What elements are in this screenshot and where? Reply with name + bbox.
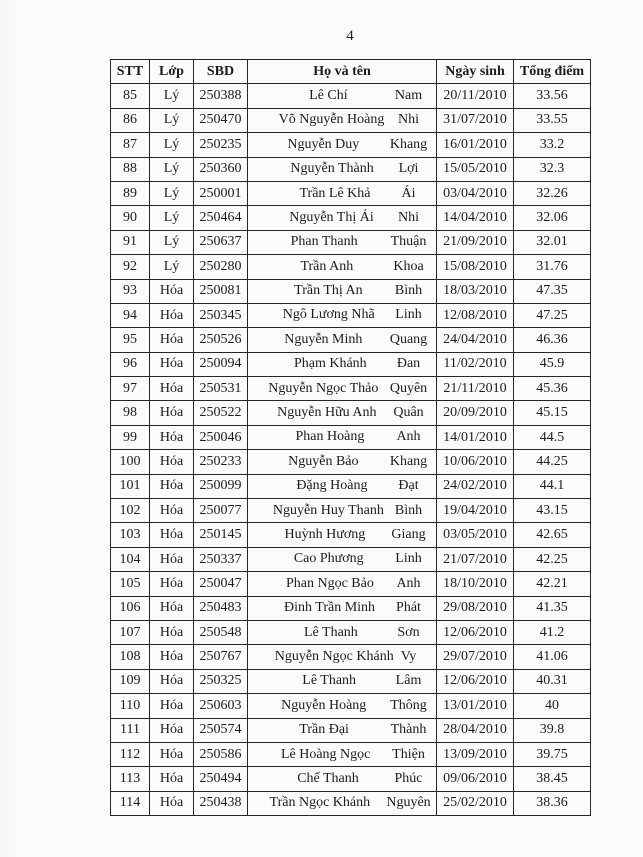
cell-stt: 93 — [111, 279, 150, 303]
cell-tong-diem: 33.55 — [514, 108, 591, 132]
cell-lop: Lý — [150, 157, 194, 181]
table-row — [111, 181, 591, 205]
cell-stt: 103 — [111, 523, 150, 547]
header-cell-sbd: SBD — [194, 60, 248, 84]
cell-tong-diem: 47.25 — [514, 303, 591, 327]
cell-lop: Hóa — [150, 352, 194, 376]
given-name: Thuận — [390, 234, 427, 250]
header-cell-lop: Lớp — [150, 60, 194, 84]
cell-lop: Hóa — [150, 303, 194, 327]
cell-tong-diem: 39.75 — [514, 742, 591, 766]
cell-stt: 90 — [111, 206, 150, 230]
given-name: Giang — [391, 527, 426, 542]
cell-sbd: 250522 — [194, 401, 248, 425]
cell-sbd: 250586 — [194, 742, 248, 766]
family-middle-name: Nguyễn Hữu Anh — [277, 405, 377, 421]
given-name: Sơn — [397, 624, 420, 640]
cell-ho-ten — [248, 767, 437, 791]
family-middle-name: Nguyễn Thành — [290, 161, 374, 177]
family-middle-name: Nguyễn Bảo — [288, 453, 359, 469]
family-middle-name: Trần Ngọc Khánh — [269, 795, 371, 811]
cell-stt: 109 — [111, 669, 150, 693]
family-middle-name: Trần Lê Khả — [299, 185, 371, 201]
cell-tong-diem: 38.45 — [514, 767, 591, 791]
cell-ho-ten — [248, 645, 437, 669]
cell-lop: Hóa — [150, 401, 194, 425]
family-middle-name: Phan Hoàng — [295, 429, 365, 445]
table-row — [111, 425, 591, 449]
given-name: Vy — [400, 648, 417, 664]
cell-tong-diem: 32.06 — [514, 206, 591, 230]
page-number: 4 — [346, 28, 354, 44]
cell-ngay-sinh: 21/07/2010 — [437, 547, 514, 571]
given-name: Đan — [396, 356, 421, 372]
cell-ngay-sinh: 29/07/2010 — [437, 645, 514, 669]
cell-lop: Hóa — [150, 669, 194, 693]
cell-stt: 101 — [111, 474, 150, 498]
cell-ho-ten — [248, 523, 437, 547]
table-row — [111, 791, 591, 815]
family-middle-name: Nguyễn Huy Thanh — [272, 502, 384, 518]
cell-ho-ten — [248, 377, 437, 401]
cell-ngay-sinh: 12/08/2010 — [437, 303, 514, 327]
cell-sbd: 250337 — [194, 547, 248, 571]
cell-stt: 97 — [111, 377, 150, 401]
family-middle-name: Phan Thanh — [290, 234, 358, 250]
cell-ho-ten — [248, 718, 437, 742]
cell-tong-diem: 42.21 — [514, 572, 591, 596]
cell-lop: Hóa — [150, 474, 194, 498]
cell-ho-ten — [248, 572, 437, 596]
cell-stt: 99 — [111, 425, 150, 449]
family-middle-name: Nguyễn Thị Ái — [289, 209, 374, 225]
cell-sbd: 250603 — [194, 694, 248, 718]
cell-tong-diem: 31.76 — [514, 255, 591, 279]
header-cell-ho-ten: Họ và tên — [248, 60, 437, 84]
cell-stt: 98 — [111, 401, 150, 425]
given-name: Thành — [390, 722, 427, 738]
cell-stt: 110 — [111, 694, 150, 718]
table-row — [111, 669, 591, 693]
cell-stt: 112 — [111, 742, 150, 766]
header-cell-tong-diem: Tổng điểm — [514, 60, 591, 84]
cell-lop: Hóa — [150, 596, 194, 620]
cell-stt: 111 — [111, 718, 150, 742]
cell-stt: 106 — [111, 596, 150, 620]
table-row — [111, 279, 591, 303]
cell-sbd: 250574 — [194, 718, 248, 742]
table-header — [111, 60, 591, 84]
given-name: Đạt — [398, 478, 419, 494]
results-table-body — [111, 84, 591, 816]
family-middle-name: Nguyễn Ngọc Khánh — [274, 648, 394, 664]
cell-lop: Hóa — [150, 425, 194, 449]
cell-tong-diem: 47.35 — [514, 279, 591, 303]
cell-lop: Hóa — [150, 645, 194, 669]
cell-ngay-sinh: 25/02/2010 — [437, 791, 514, 815]
cell-lop: Lý — [150, 108, 194, 132]
cell-ho-ten — [248, 596, 437, 620]
cell-lop: Hóa — [150, 377, 194, 401]
cell-sbd: 250325 — [194, 669, 248, 693]
cell-lop: Hóa — [150, 572, 194, 596]
cell-ho-ten — [248, 108, 437, 132]
family-middle-name: Phan Ngọc Bảo — [285, 575, 374, 591]
given-name: Quân — [393, 405, 424, 421]
cell-ho-ten — [248, 133, 437, 157]
cell-sbd: 250526 — [194, 328, 248, 352]
cell-ho-ten — [248, 401, 437, 425]
table-row — [111, 352, 591, 376]
header-row — [111, 60, 591, 84]
cell-ho-ten — [248, 181, 437, 205]
cell-ngay-sinh: 29/08/2010 — [437, 596, 514, 620]
cell-sbd: 250360 — [194, 157, 248, 181]
cell-lop: Hóa — [150, 279, 194, 303]
given-name: Bình — [394, 502, 423, 518]
given-name: Khang — [389, 453, 428, 469]
table-row — [111, 742, 591, 766]
cell-tong-diem: 44.25 — [514, 450, 591, 474]
given-name: Linh — [395, 307, 422, 323]
table-row — [111, 694, 591, 718]
cell-sbd: 250345 — [194, 303, 248, 327]
cell-tong-diem: 43.15 — [514, 499, 591, 523]
family-middle-name: Phạm Khánh — [293, 356, 367, 372]
cell-lop: Hóa — [150, 742, 194, 766]
cell-ho-ten — [248, 620, 437, 644]
family-middle-name: Võ Nguyễn Hoàng — [278, 112, 385, 128]
cell-stt: 92 — [111, 255, 150, 279]
cell-sbd: 250637 — [194, 230, 248, 254]
cell-tong-diem: 32.01 — [514, 230, 591, 254]
cell-ngay-sinh: 31/07/2010 — [437, 108, 514, 132]
cell-ho-ten — [248, 230, 437, 254]
given-name: Quyên — [389, 380, 428, 396]
cell-stt: 94 — [111, 303, 150, 327]
family-middle-name: Đặng Hoàng — [296, 478, 368, 494]
cell-lop: Hóa — [150, 547, 194, 571]
cell-stt: 89 — [111, 181, 150, 205]
cell-ngay-sinh: 18/10/2010 — [437, 572, 514, 596]
table-row — [111, 206, 591, 230]
table-row — [111, 377, 591, 401]
cell-tong-diem: 44.1 — [514, 474, 591, 498]
cell-ho-ten — [248, 352, 437, 376]
cell-sbd: 250081 — [194, 279, 248, 303]
cell-stt: 102 — [111, 499, 150, 523]
cell-sbd: 250438 — [194, 791, 248, 815]
cell-stt: 85 — [111, 84, 150, 108]
cell-ngay-sinh: 14/01/2010 — [437, 425, 514, 449]
table-row — [111, 596, 591, 620]
cell-ho-ten — [248, 474, 437, 498]
table-row — [111, 474, 591, 498]
cell-ho-ten — [248, 157, 437, 181]
cell-stt: 113 — [111, 767, 150, 791]
cell-lop: Hóa — [150, 767, 194, 791]
cell-stt: 108 — [111, 645, 150, 669]
cell-stt: 95 — [111, 328, 150, 352]
cell-ho-ten — [248, 669, 437, 693]
cell-lop: Hóa — [150, 523, 194, 547]
family-middle-name: Lê Thanh — [304, 624, 358, 640]
cell-ngay-sinh: 10/06/2010 — [437, 450, 514, 474]
cell-tong-diem: 45.36 — [514, 377, 591, 401]
family-middle-name: Nguyễn Minh — [284, 331, 363, 347]
cell-sbd: 250099 — [194, 474, 248, 498]
table-row — [111, 84, 591, 108]
cell-ngay-sinh: 15/08/2010 — [437, 255, 514, 279]
cell-sbd: 250767 — [194, 645, 248, 669]
family-middle-name: Cao Phương — [293, 551, 364, 567]
table-row — [111, 230, 591, 254]
given-name: Nhi — [398, 209, 419, 225]
given-name: Linh — [395, 551, 422, 567]
cell-ho-ten — [248, 425, 437, 449]
table-row — [111, 328, 591, 352]
cell-sbd: 250077 — [194, 499, 248, 523]
cell-stt: 87 — [111, 133, 150, 157]
given-name: Quang — [389, 331, 428, 347]
family-middle-name: Lê Thanh — [302, 673, 357, 689]
cell-ngay-sinh: 12/06/2010 — [437, 620, 514, 644]
cell-lop: Lý — [150, 133, 194, 157]
cell-ho-ten — [248, 694, 437, 718]
cell-ho-ten — [248, 279, 437, 303]
table-row — [111, 108, 591, 132]
cell-sbd: 250001 — [194, 181, 248, 205]
cell-sbd: 250464 — [194, 206, 248, 230]
cell-stt: 104 — [111, 547, 150, 571]
cell-ngay-sinh: 24/02/2010 — [437, 474, 514, 498]
cell-lop: Hóa — [150, 450, 194, 474]
cell-ngay-sinh: 16/01/2010 — [437, 133, 514, 157]
cell-ngay-sinh: 03/05/2010 — [437, 523, 514, 547]
cell-tong-diem: 40 — [514, 694, 591, 718]
given-name: Phúc — [394, 770, 423, 786]
given-name: Thiện — [392, 746, 425, 762]
cell-tong-diem: 38.36 — [514, 791, 591, 815]
given-name: Nhi — [398, 112, 419, 128]
cell-ngay-sinh: 09/06/2010 — [437, 767, 514, 791]
family-middle-name: Đinh Trần Minh — [284, 600, 376, 616]
table-row — [111, 450, 591, 474]
cell-sbd: 250531 — [194, 377, 248, 401]
table-row — [111, 620, 591, 644]
cell-lop: Lý — [150, 206, 194, 230]
given-name: Anh — [396, 429, 421, 445]
cell-lop: Hóa — [150, 620, 194, 644]
cell-ho-ten — [248, 499, 437, 523]
table-row — [111, 401, 591, 425]
cell-lop: Lý — [150, 181, 194, 205]
cell-tong-diem: 42.25 — [514, 547, 591, 571]
cell-ngay-sinh: 28/04/2010 — [437, 718, 514, 742]
cell-ho-ten — [248, 255, 437, 279]
table-row — [111, 157, 591, 181]
cell-ngay-sinh: 20/11/2010 — [437, 84, 514, 108]
cell-sbd: 250470 — [194, 108, 248, 132]
family-middle-name: Lê Chí — [309, 87, 348, 103]
table-row — [111, 572, 591, 596]
cell-stt: 86 — [111, 108, 150, 132]
cell-lop: Hóa — [150, 328, 194, 352]
cell-ngay-sinh: 11/02/2010 — [437, 352, 514, 376]
given-name: Ái — [401, 185, 416, 201]
cell-ngay-sinh: 15/05/2010 — [437, 157, 514, 181]
cell-sbd: 250235 — [194, 133, 248, 157]
cell-tong-diem: 46.36 — [514, 328, 591, 352]
given-name: Phát — [396, 600, 421, 616]
cell-sbd: 250145 — [194, 523, 248, 547]
cell-tong-diem: 45.15 — [514, 401, 591, 425]
cell-ho-ten — [248, 328, 437, 352]
cell-sbd: 250494 — [194, 767, 248, 791]
table-row — [111, 255, 591, 279]
given-name: Bình — [394, 283, 423, 299]
cell-ngay-sinh: 12/06/2010 — [437, 669, 514, 693]
given-name: Nam — [394, 87, 423, 103]
cell-tong-diem: 39.8 — [514, 718, 591, 742]
table-row — [111, 645, 591, 669]
cell-lop: Hóa — [150, 499, 194, 523]
cell-lop: Hóa — [150, 694, 194, 718]
family-middle-name: Nguyễn Ngọc Thảo — [268, 380, 379, 396]
table-row — [111, 767, 591, 791]
table-row — [111, 133, 591, 157]
cell-lop: Hóa — [150, 718, 194, 742]
family-middle-name: Nguyễn Duy — [287, 136, 360, 152]
cell-ho-ten — [248, 791, 437, 815]
cell-ngay-sinh: 14/04/2010 — [437, 206, 514, 230]
cell-ho-ten — [248, 84, 437, 108]
cell-lop: Lý — [150, 230, 194, 254]
cell-sbd: 250483 — [194, 596, 248, 620]
cell-stt: 91 — [111, 230, 150, 254]
cell-ngay-sinh: 19/04/2010 — [437, 499, 514, 523]
family-middle-name: Chế Thanh — [297, 770, 359, 786]
results-table — [110, 59, 591, 816]
header-cell-stt: STT — [111, 60, 150, 84]
family-middle-name: Lê Hoàng Ngọc — [280, 746, 371, 762]
given-name: Nguyên — [386, 795, 431, 811]
cell-tong-diem: 45.9 — [514, 352, 591, 376]
given-name: Khoa — [393, 258, 424, 274]
cell-ho-ten — [248, 206, 437, 230]
given-name: Anh — [396, 575, 421, 591]
given-name: Khang — [389, 136, 428, 152]
cell-ho-ten — [248, 303, 437, 327]
cell-tong-diem: 32.26 — [514, 181, 591, 205]
cell-ngay-sinh: 21/09/2010 — [437, 230, 514, 254]
cell-stt: 105 — [111, 572, 150, 596]
cell-ngay-sinh: 20/09/2010 — [437, 401, 514, 425]
cell-lop: Lý — [150, 255, 194, 279]
family-middle-name: Ngô Lương Nhã — [282, 307, 375, 323]
cell-ngay-sinh: 13/01/2010 — [437, 694, 514, 718]
cell-sbd: 250280 — [194, 255, 248, 279]
cell-ho-ten — [248, 547, 437, 571]
cell-sbd: 250047 — [194, 572, 248, 596]
cell-tong-diem: 41.06 — [514, 645, 591, 669]
cell-tong-diem: 41.35 — [514, 596, 591, 620]
cell-tong-diem: 40.31 — [514, 669, 591, 693]
given-name: Lâm — [395, 673, 422, 689]
header-cell-ngay-sinh: Ngày sinh — [437, 60, 514, 84]
cell-ngay-sinh: 21/11/2010 — [437, 377, 514, 401]
cell-sbd: 250388 — [194, 84, 248, 108]
cell-stt: 114 — [111, 791, 150, 815]
table-row — [111, 303, 591, 327]
cell-tong-diem: 32.3 — [514, 157, 591, 181]
cell-ho-ten — [248, 742, 437, 766]
cell-ngay-sinh: 03/04/2010 — [437, 181, 514, 205]
cell-tong-diem: 42.65 — [514, 523, 591, 547]
family-middle-name: Nguyễn Hoàng — [281, 697, 367, 713]
cell-ngay-sinh: 24/04/2010 — [437, 328, 514, 352]
family-middle-name: Huỳnh Hương — [284, 527, 366, 542]
cell-ngay-sinh: 13/09/2010 — [437, 742, 514, 766]
cell-tong-diem: 44.5 — [514, 425, 591, 449]
given-name: Thông — [390, 697, 427, 713]
table-row — [111, 499, 591, 523]
table-row — [111, 523, 591, 547]
cell-sbd: 250233 — [194, 450, 248, 474]
table-row — [111, 547, 591, 571]
cell-sbd: 250046 — [194, 425, 248, 449]
cell-tong-diem: 41.2 — [514, 620, 591, 644]
table-row — [111, 718, 591, 742]
given-name: Lợi — [398, 161, 419, 177]
family-middle-name: Trần Đại — [299, 722, 349, 738]
cell-sbd: 250548 — [194, 620, 248, 644]
cell-stt: 107 — [111, 620, 150, 644]
cell-lop: Lý — [150, 84, 194, 108]
cell-tong-diem: 33.2 — [514, 133, 591, 157]
cell-ngay-sinh: 18/03/2010 — [437, 279, 514, 303]
cell-sbd: 250094 — [194, 352, 248, 376]
cell-stt: 88 — [111, 157, 150, 181]
cell-tong-diem: 33.56 — [514, 84, 591, 108]
cell-stt: 100 — [111, 450, 150, 474]
family-middle-name: Trần Anh — [300, 258, 354, 274]
cell-stt: 96 — [111, 352, 150, 376]
cell-lop: Hóa — [150, 791, 194, 815]
cell-ho-ten — [248, 450, 437, 474]
family-middle-name: Trần Thị An — [294, 283, 363, 299]
